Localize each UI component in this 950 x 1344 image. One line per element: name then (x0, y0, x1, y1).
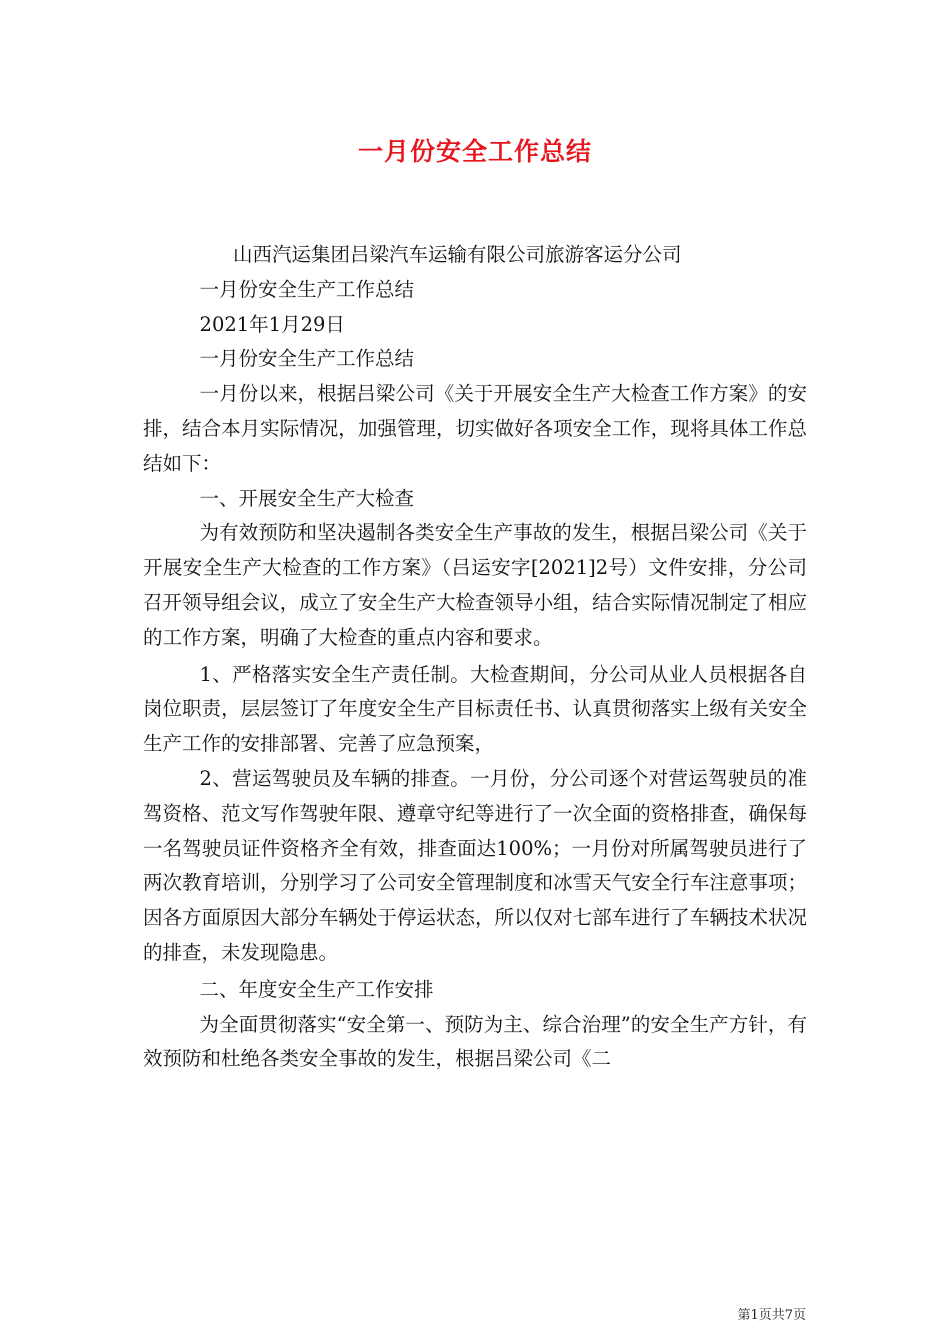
page-number: 第1页共7页 (737, 1308, 806, 1323)
section-1-heading: 一、开展安全生产大检查 (199, 486, 415, 510)
organization-line: 山西汽运集团吕梁汽车运输有限公司旅游客运分公司 (233, 243, 682, 266)
intro-paragraph: 一月份以来，根据吕梁公司《关于开展安全生产大检查工作方案》的安排，结合本月实际情况，加强管理，切实做好各项安全工作，现将具体工作总结如下： (143, 382, 807, 475)
document-body (143, 238, 807, 1077)
item-1-paragraph: 1、严格落实安全生产责任制。大检查期间，分公司从业人员根据各自岗位职责，层层签订了年度安全生产目标责任书、认真贯彻落实上级有关安全生产工作的安排部署、完善了应急预案， (143, 662, 807, 756)
section-2-paragraph: 为全面贯彻落实“安全第一、预防为主、综合治理”的安全生产方针，有效预防和杜绝各类安全事故的发生，根据吕梁公司《二 (143, 1012, 807, 1071)
document-title: 一月份安全工作总结 (357, 137, 592, 166)
section-1-paragraph: 为有效预防和坚决遏制各类安全生产事故的发生，根据吕梁公司《关于开展安全生产大检查的工作方案》（吕运安字[2021]2号）文件安排，分公司召开领导组会议，成立了安全生产大检查领导小组，结合实际情况制定了相应的工作方案，明确了大检查的重点内容和要求。 (143, 521, 807, 649)
subtitle-line: 一月份安全生产工作总结 (199, 277, 415, 301)
section-2-heading: 二、年度安全生产工作安排 (199, 977, 434, 1001)
date-line: 2021年1月29日 (199, 312, 345, 336)
subtitle-line-repeat: 一月份安全生产工作总结 (199, 347, 415, 371)
item-2-paragraph: 2、营运驾驶员及车辆的排查。一月份，分公司逐个对营运驾驶员的准驾资格、范文写作驾驶年限、遵章守纪等进行了一次全面的资格排查，确保每一名驾驶员证件资格齐全有效，排查面达100%；一月份对所属驾驶员进行了两次教育培训，分别学习了公司安全管理制度和冰雪天气安全行车注意事项；因各方面原因大部分车辆处于停运状态，所以仅对七部车进行了车辆技术状况的排查，未发现隐患。 (143, 766, 807, 964)
